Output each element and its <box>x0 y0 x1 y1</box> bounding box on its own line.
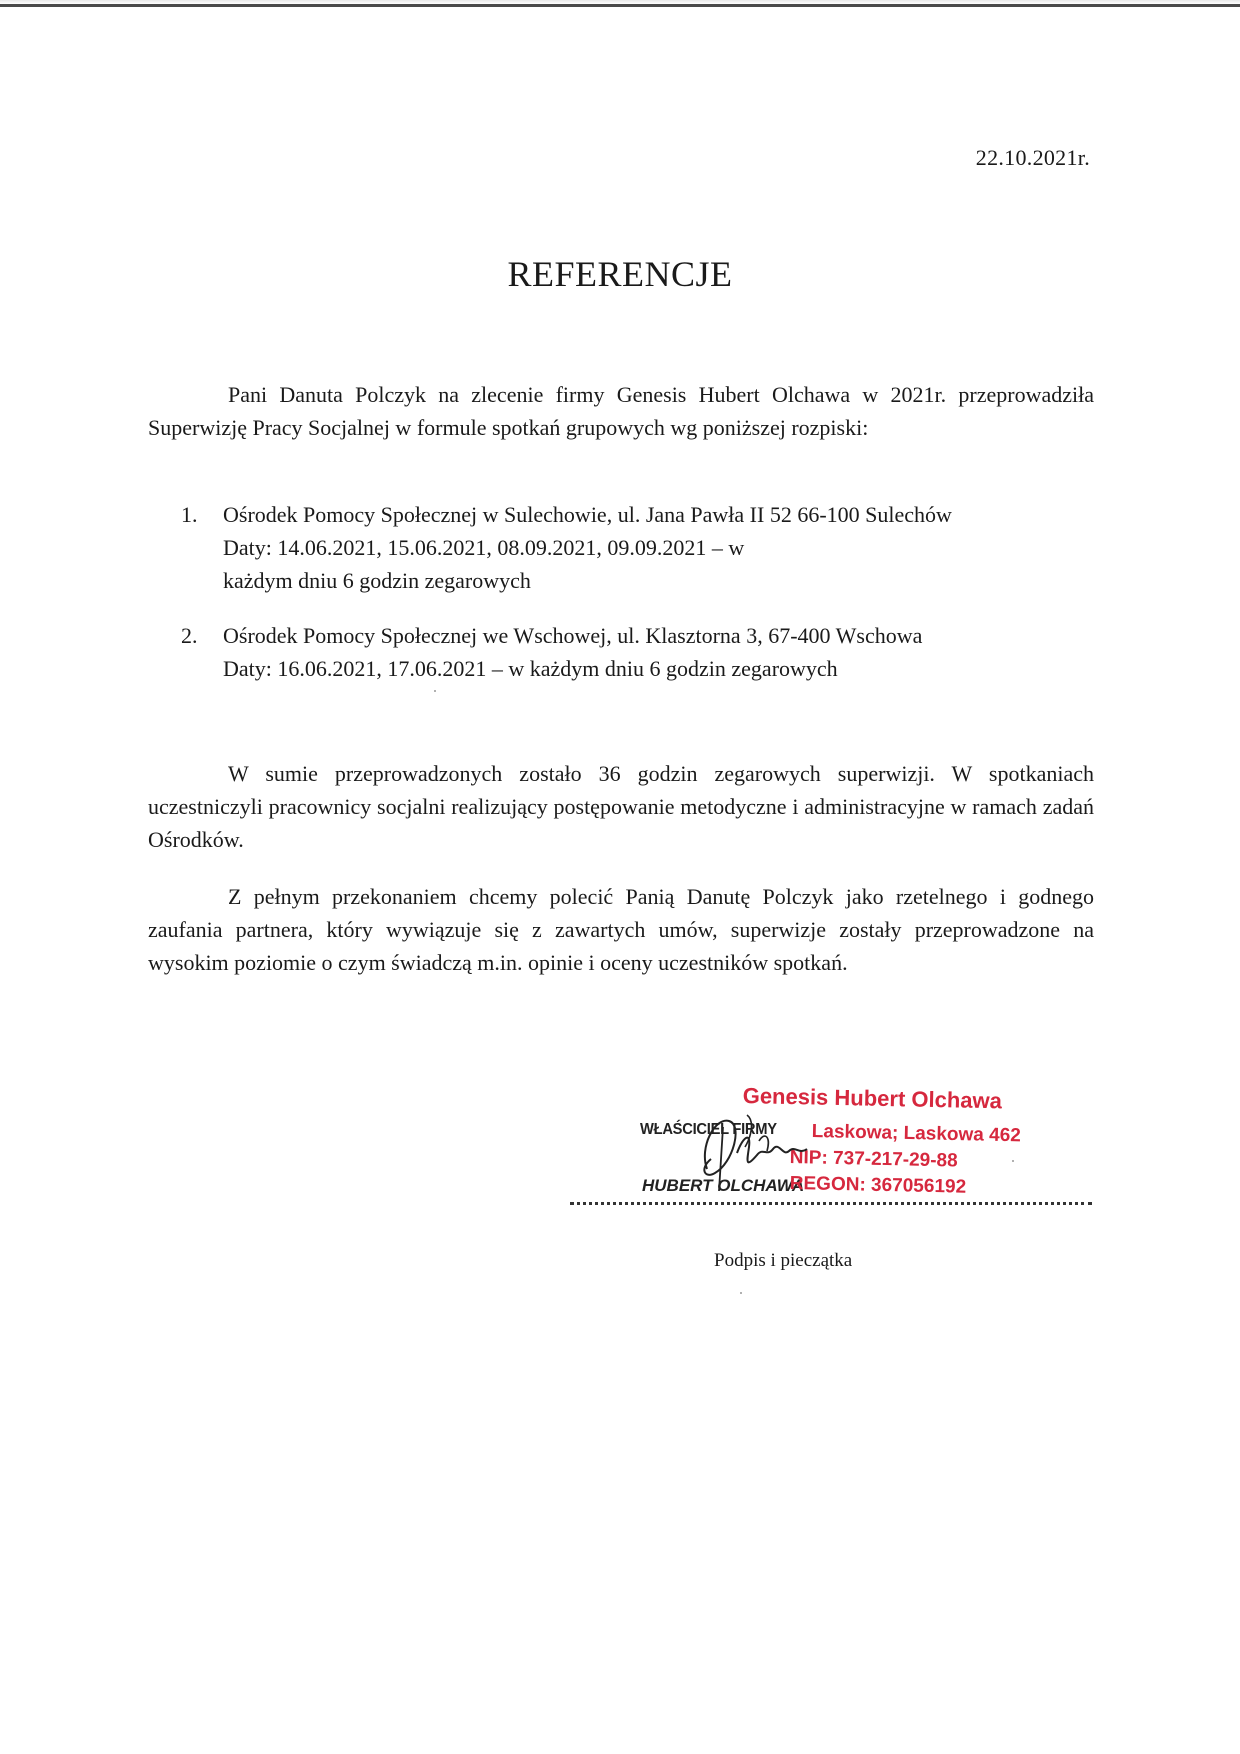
summary-text: W sumie przeprowadzonych zostało 36 godzin zegarowych superwizji. W spotkaniach uczestniczyli pracownicy socjalni realizujący postępowanie metodyczne i administracyjne w ramach zadań Ośrodków. <box>148 761 1094 852</box>
document-title: REFERENCJE <box>507 254 733 294</box>
stamp-owner-label: WŁAŚCICIEL FIRMY <box>640 1121 777 1138</box>
stamp-nip: NIP: 737-217-29-88 <box>789 1147 958 1172</box>
list-item-dates: Daty: 16.06.2021, 17.06.2021 – w każdym dniu 6 godzin zegarowych <box>223 656 838 681</box>
scan-speck <box>1012 1160 1014 1162</box>
intro-paragraph <box>148 378 1094 444</box>
recommendation-paragraph <box>148 880 1094 979</box>
scan-speck <box>434 690 436 692</box>
scan-speck <box>740 1292 742 1294</box>
document-date: 22.10.2021r. <box>975 145 1090 170</box>
intro-text: Pani Danuta Polczyk na zlecenie firmy Genesis Hubert Olchawa w 2021r. przeprowadziła Superwizję Pracy Socjalnej w formule spotkań grupowych wg poniższej rozpiski: <box>148 382 1094 440</box>
list-item <box>148 619 1094 685</box>
stamp-company-name: Genesis Hubert Olchawa <box>742 1083 1003 1114</box>
handwritten-signature <box>685 1107 835 1197</box>
list-item-address: Ośrodek Pomocy Społecznej we Wschowej, ul. Klasztorna 3, 67-400 Wschowa <box>223 623 923 648</box>
recommendation-text: Z pełnym przekonaniem chcemy polecić Panią Danutę Polczyk jako rzetelnego i godnego zaufania partnera, który wywiązuje się z zawartych umów, superwizje zostały przeprowadzone na wysokim poziomie o czym świadczą m.in. opinie i oceny uczestników spotkań. <box>148 884 1094 975</box>
stamp-regon: REGON: 367056192 <box>789 1173 967 1198</box>
signature-caption: Podpis i pieczątka <box>714 1250 853 1271</box>
list-item-dates: Daty: 14.06.2021, 15.06.2021, 08.09.2021, 09.09.2021 – w każdym dniu 6 godzin zegarowych <box>223 535 745 593</box>
stamp-address: Laskowa; Laskowa 462 <box>811 1121 1022 1147</box>
signature-line <box>570 1202 1092 1205</box>
summary-paragraph <box>148 757 1094 856</box>
company-stamp <box>640 1083 1040 1208</box>
list-item-number: 1. <box>181 502 198 527</box>
scan-top-line <box>0 4 1240 7</box>
list-item <box>148 498 1094 597</box>
list-item-address: Ośrodek Pomocy Społecznej w Sulechowie, ul. Jana Pawła II 52 66-100 Sulechów <box>223 502 952 527</box>
stamp-owner-name: HUBERT OLCHAWA <box>642 1176 805 1195</box>
list-item-number: 2. <box>181 623 198 648</box>
